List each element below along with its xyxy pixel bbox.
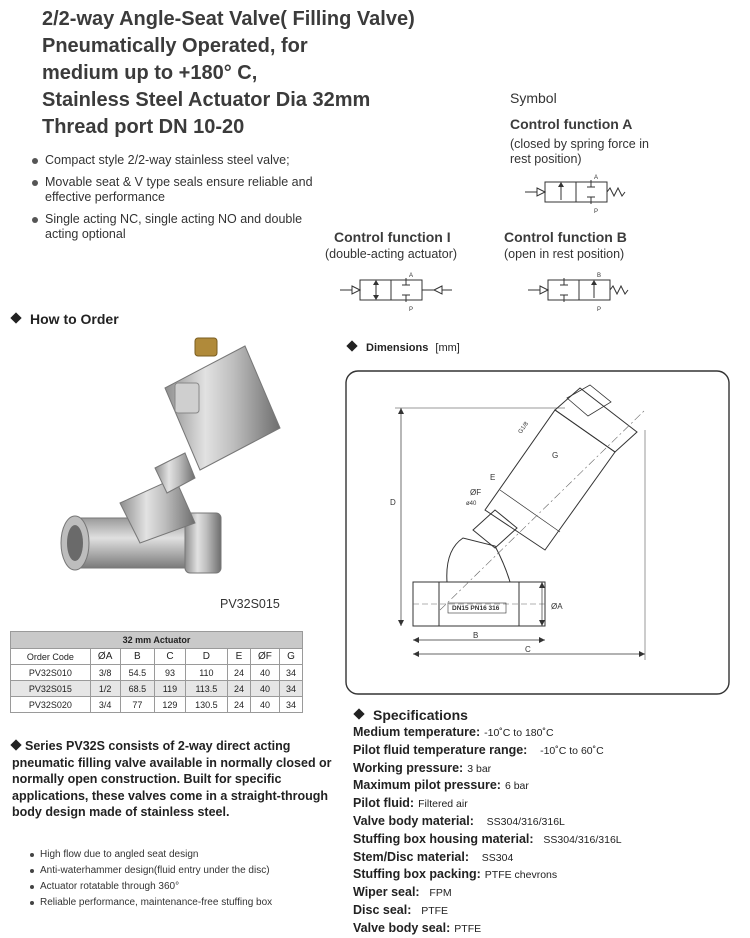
table-header: D <box>185 649 227 665</box>
spec-label: Stem/Disc material: <box>353 849 470 864</box>
table-cell: 40 <box>251 665 280 681</box>
spec-label: Medium temperature: <box>353 725 481 739</box>
table-cell: 34 <box>279 681 302 697</box>
table-header: B <box>120 649 155 665</box>
table-cell: 40 <box>251 697 280 713</box>
table-cell: 24 <box>227 665 250 681</box>
table-row <box>11 697 303 713</box>
table-cell: PV32S020 <box>11 697 91 713</box>
table-row <box>11 681 303 697</box>
specifications-label: Specifications <box>373 707 468 723</box>
valve-product-photo <box>45 328 285 590</box>
spec-label: Wiper seal: <box>353 885 420 900</box>
spec-label: Disc seal: <box>353 902 412 917</box>
spec-row <box>353 724 743 742</box>
dimensions-heading <box>348 342 460 354</box>
product-title <box>42 6 482 141</box>
spec-label: Stuffing box packing: <box>353 867 481 882</box>
control-function-i-title: Control function I <box>334 229 451 245</box>
table-cell: 110 <box>185 665 227 681</box>
table-cell: 3/8 <box>90 665 120 681</box>
specifications-heading <box>355 707 468 723</box>
spec-row <box>353 902 743 920</box>
dim-d-label: D <box>390 498 396 507</box>
table-cell: 24 <box>227 697 250 713</box>
table-cell: 24 <box>227 681 250 697</box>
dimensions-label: Dimensions <box>366 342 429 354</box>
port-b-label: B <box>597 273 602 279</box>
control-function-a-subtitle: (closed by spring force in rest position) <box>510 137 649 166</box>
list-item: Actuator rotatable through 360° <box>30 879 340 895</box>
title-line-1: 2/2-way Angle-Seat Valve( Filling Valve) <box>42 8 415 30</box>
port-p-label: P <box>597 307 602 313</box>
spec-row <box>353 760 743 778</box>
dimension-drawing <box>345 370 730 695</box>
spec-row <box>353 813 743 831</box>
dim-g18-label: G1/8 <box>517 421 531 436</box>
table-caption: 32 mm Actuator <box>11 632 303 649</box>
feature-list <box>30 153 330 249</box>
dim-f-label: ØF <box>470 488 482 497</box>
spec-value: 3 bar <box>467 762 492 775</box>
spec-value: SS304 <box>473 851 514 864</box>
table-header: G <box>279 649 302 665</box>
list-item: High flow due to angled seat design <box>30 847 340 863</box>
table-cell: 3/4 <box>90 697 120 713</box>
table-header: C <box>155 649 186 665</box>
spec-label: Stuffing box housing material: <box>353 831 534 846</box>
dim-b-label: B <box>473 631 479 640</box>
control-function-i-symbol <box>340 268 460 316</box>
title-line-5: Thread port DN 10-20 <box>42 116 245 138</box>
series-description <box>12 738 332 821</box>
feature-item: Single acting NC, single acting NO and double acting optional <box>30 212 330 242</box>
diamond-bullet-icon <box>10 313 21 324</box>
spec-value: SS304/316/316L <box>537 833 622 846</box>
spec-value: PTFE chevrons <box>484 869 558 882</box>
table-header: ØA <box>90 649 120 665</box>
spec-label: Pilot fluid: <box>353 796 415 811</box>
spec-value: PTFE <box>415 904 449 917</box>
table-cell: 1/2 <box>90 681 120 697</box>
spec-row <box>353 866 743 884</box>
spec-value: Filtered air <box>418 798 468 811</box>
dim-a-label: ØA <box>551 602 563 611</box>
spec-label: Pilot fluid temperature range: <box>353 742 528 757</box>
title-line-2: Pneumatically Operated, for <box>42 35 308 57</box>
body-mark-label: DN15 PN16 316 <box>452 605 500 612</box>
spec-label: Maximum pilot pressure: <box>353 778 501 793</box>
title-line-4: Stainless Steel Actuator Dia 32mm <box>42 89 371 111</box>
control-function-b-symbol <box>528 268 648 316</box>
control-function-a-title: Control function A <box>510 116 633 132</box>
table-cell: 113.5 <box>185 681 227 697</box>
specifications-list <box>353 724 743 938</box>
series-model: PV32S <box>66 739 105 753</box>
port-a-label: A <box>594 175 599 181</box>
spec-value: FPM <box>423 887 452 900</box>
symbol-heading: Symbol <box>510 90 557 106</box>
table-header: ØF <box>251 649 280 665</box>
spec-row <box>353 920 743 938</box>
table-header: Order Code <box>11 649 91 665</box>
spec-value: SS304/316/316L <box>477 815 565 828</box>
spec-label: Valve body material: <box>353 813 474 828</box>
table-row <box>11 665 303 681</box>
spec-row <box>353 831 743 849</box>
spec-label: Working pressure: <box>353 760 464 775</box>
spec-value: -10˚C to 60˚C <box>531 744 604 757</box>
table-cell: 130.5 <box>185 697 227 713</box>
table-cell: 93 <box>155 665 186 681</box>
feature-item: Movable seat & V type seals ensure reliable and effective performance <box>30 175 330 205</box>
dim-c-label: C <box>525 645 531 654</box>
diamond-bullet-icon <box>346 340 357 351</box>
spec-row <box>353 795 743 813</box>
how-to-order-label: How to Order <box>30 311 119 327</box>
spec-row <box>353 884 743 902</box>
port-p-label: P <box>594 209 599 215</box>
list-item: Reliable performance, maintenance-free stuffing box <box>30 895 340 911</box>
spec-row <box>353 849 743 867</box>
table-cell: 77 <box>120 697 155 713</box>
table-cell: 54.5 <box>120 665 155 681</box>
table-cell: PV32S010 <box>11 665 91 681</box>
table-header: E <box>227 649 250 665</box>
spec-row <box>353 777 743 795</box>
series-prefix: Series <box>25 739 67 753</box>
dim-g-label: G <box>552 451 559 460</box>
dim-e-label: E <box>490 473 496 482</box>
diamond-bullet-icon <box>10 739 21 750</box>
control-function-b-title: Control function B <box>504 229 627 245</box>
list-item: Anti-waterhammer design(fluid entry under the disc) <box>30 863 340 879</box>
table-cell: 129 <box>155 697 186 713</box>
product-code-label: PV32S015 <box>220 597 280 611</box>
spec-label: Valve body seal: <box>353 920 451 935</box>
table-cell: 34 <box>279 697 302 713</box>
series-text: consists of 2-way direct acting pneumatic filling valve available in normally closed or normally open construction. Built for specific applications, these valves come in a straight-through body design made of stainless steel. <box>12 739 332 819</box>
order-table <box>10 631 303 713</box>
port-p-label: P <box>409 307 414 313</box>
how-to-order-heading <box>12 311 119 327</box>
table-cell: 40 <box>251 681 280 697</box>
dimensions-unit: [mm] <box>435 342 460 354</box>
title-line-3: medium up to +180° C, <box>42 62 258 84</box>
dim-f-note: ø40 <box>466 501 477 507</box>
port-a-label: A <box>409 273 414 279</box>
spec-value: PTFE <box>454 922 482 935</box>
control-function-b-subtitle: (open in rest position) <box>504 247 625 261</box>
table-cell: 119 <box>155 681 186 697</box>
series-feature-list <box>30 847 340 911</box>
control-function-a-symbol <box>525 170 645 220</box>
spec-row <box>353 742 743 760</box>
spec-value: -10˚C to 180˚C <box>484 727 554 739</box>
table-cell: PV32S015 <box>11 681 91 697</box>
spec-value: 6 bar <box>504 780 529 793</box>
table-cell: 68.5 <box>120 681 155 697</box>
feature-item: Compact style 2/2-way stainless steel valve; <box>30 153 330 168</box>
table-cell: 34 <box>279 665 302 681</box>
diamond-bullet-icon <box>353 709 364 720</box>
control-function-i-subtitle: (double-acting actuator) <box>325 247 458 261</box>
